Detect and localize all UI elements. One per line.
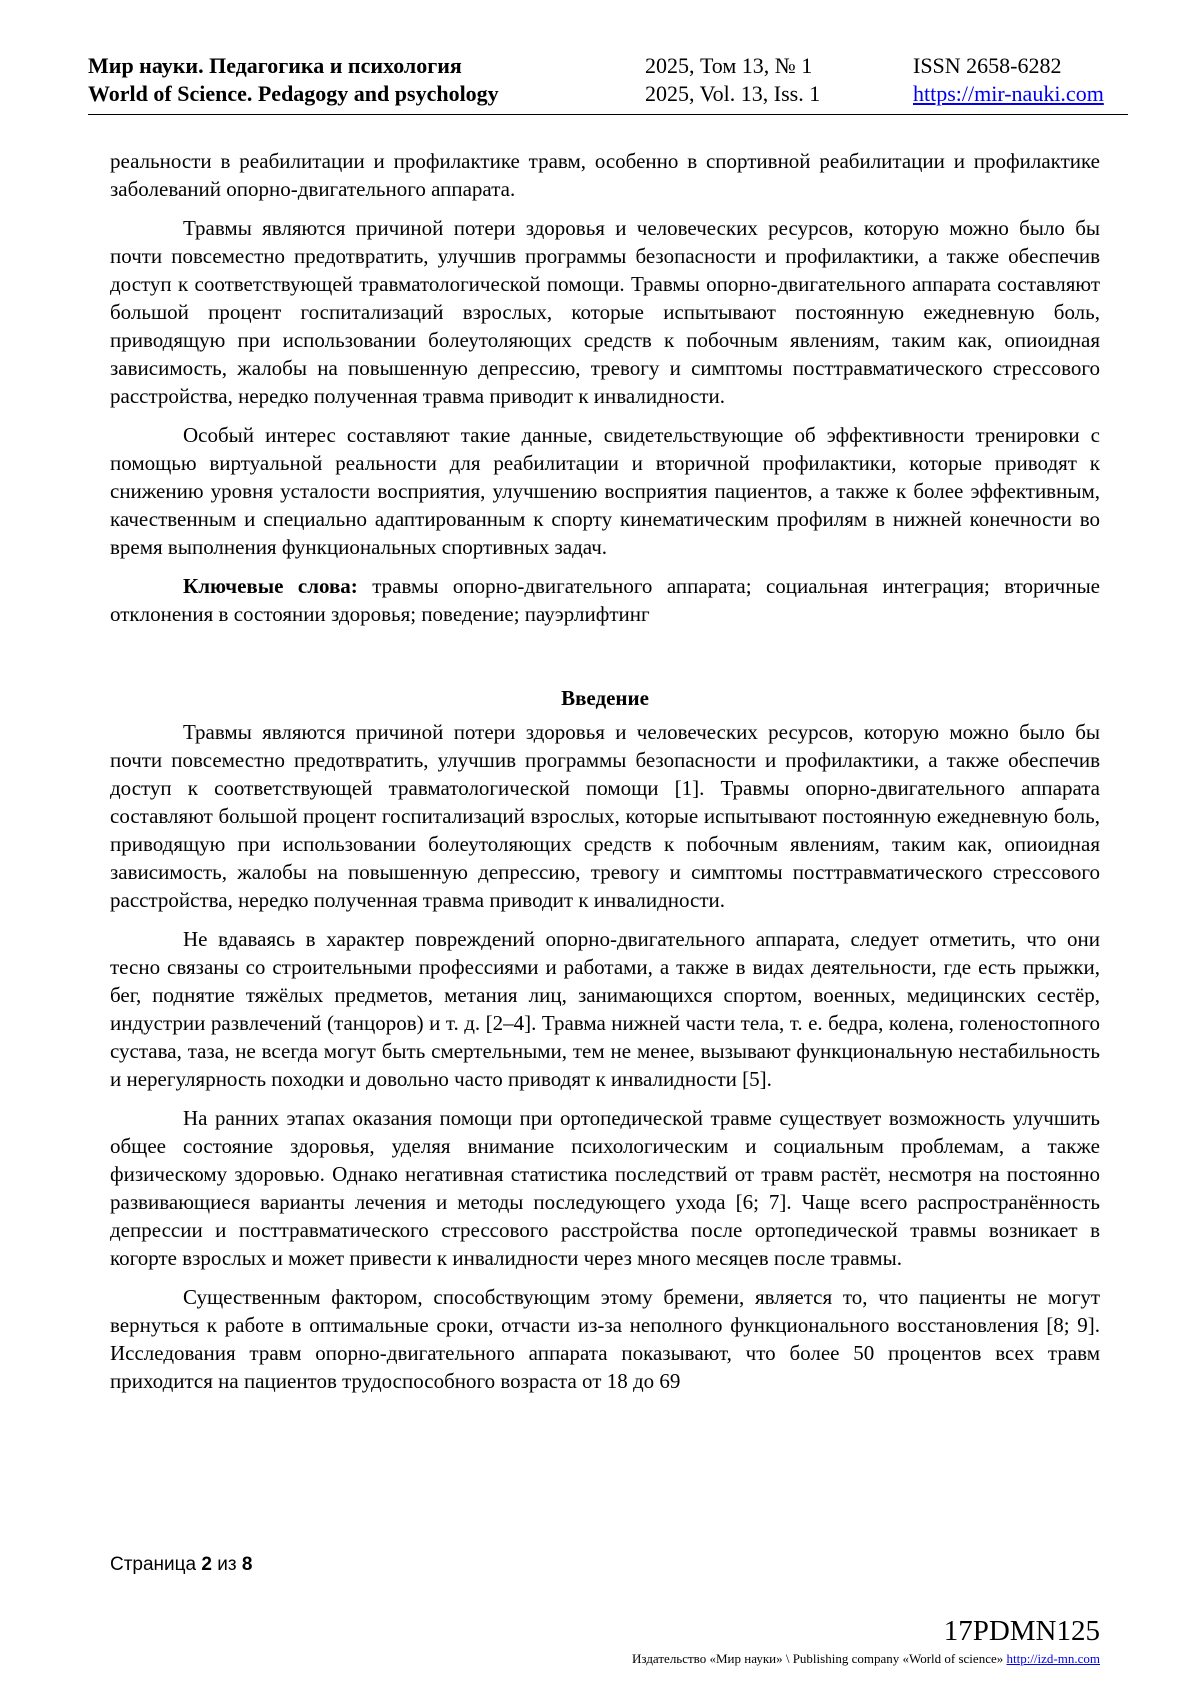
issn: ISSN 2658-6282	[913, 53, 1062, 78]
journal-title-block	[88, 52, 499, 108]
issue-en: 2025, Vol. 13, Iss. 1	[645, 81, 821, 106]
page-word: Страница	[110, 1554, 197, 1575]
issue-ru: 2025, Том 13, № 1	[645, 53, 813, 78]
issue-block	[645, 52, 820, 108]
abstract-paragraph-3: Особый интерес составляют такие данные, свидетельствующие об эффективности тренировки с помощью виртуальной реальности для реабилитации и вторичной профилактики, которые приводят к снижению уровня усталости восприятия, улучшению восприятия пациентов, а также к более эффективным, качественным и специально адаптированным к спорту кинематическим профилям в нижней конечности во время выполнения функциональных спортивных задач.	[110, 423, 1100, 559]
publisher-text: Издательство «Мир науки» \ Publishing company «World of science»	[632, 1651, 1004, 1666]
page-current: 2	[201, 1554, 212, 1575]
page-header	[88, 50, 1128, 115]
intro-paragraph-3: На ранних этапах оказания помощи при ортопедической травме существует возможность улучшить общее состояние здоровья, уделяя внимание психологическим и социальным проблемам, а также физическому здоровью. Однако негативная статистика последствий от травм растёт, несмотря на постоянно развивающиеся варианты лечения и методы последующего ухода [6; 7]. Чаще всего распространённость депрессии и посттравматического стрессового расстройства после ортопедической травмы возникает в когорте взрослых и может привести к инвалидности через много месяцев после травмы.	[110, 1106, 1100, 1270]
page-total: 8	[241, 1554, 253, 1575]
article-code: 17PDMN125	[943, 1615, 1100, 1647]
keywords-paragraph	[110, 572, 1100, 628]
journal-title-en: World of Science. Pedagogy and psychology	[88, 81, 499, 106]
keywords-text: травмы опорно-двигательного аппарата; социальная интеграция; вторичные отклонения в состоянии здоровья; поведение; пауэрлифтинг	[110, 574, 1100, 626]
page-number	[110, 1553, 252, 1577]
journal-url-link[interactable]: https://mir-nauki.com	[913, 81, 1104, 106]
abstract-paragraph-2: Травмы являются причиной потери здоровья и человеческих ресурсов, которую можно было бы почти повсеместно предотвратить, улучшив программы безопасности и профилактики, а также обеспечив доступ к соответствующей травматологической помощи. Травмы опорно-двигательного аппарата составляют большой процент госпитализаций взрослых, которые испытывают постоянную ежедневную боль, приводящую при использовании болеутоляющих средств к побочным явлениям, таким как, опиоидная зависимость, жалобы на повышенную депрессию, тревогу и симптомы посттравматического стрессового расстройства, нередко полученная травма приводит к инвалидности.	[110, 216, 1100, 408]
article-body	[110, 147, 1100, 1406]
intro-heading: Введение	[561, 686, 649, 710]
abstract-paragraph-1: реальности в реабилитации и профилактике травм, особенно в спортивной реабилитации и профилактике заболеваний опорно-двигательного аппарата.	[110, 149, 1100, 201]
intro-paragraph-2: Не вдаваясь в характер повреждений опорно-двигательного аппарата, следует отметить, что они тесно связаны со строительными профессиями и работами, а также в видах деятельности, где есть прыжки, бег, поднятие тяжёлых предметов, метания лиц, занимающихся спортом, военных, медицинских сестёр, индустрии развлечений (танцоров) и т. д. [2–4]. Травма нижней части тела, т. е. бедра, колена, голеностопного сустава, таза, не всегда могут быть смертельными, тем не менее, вызывают функциональную нестабильность и нерегулярность походки и довольно часто приводят к инвалидности [5].	[110, 927, 1100, 1091]
issn-block	[913, 52, 1104, 108]
publisher-url-link[interactable]: http://izd-mn.com	[1006, 1651, 1100, 1666]
intro-paragraph-1: Травмы являются причиной потери здоровья и человеческих ресурсов, которую можно было бы почти повсеместно предотвратить, улучшив программы безопасности и профилактики, а также обеспечив доступ к соответствующей травматологической помощи [1]. Травмы опорно-двигательного аппарата составляют большой процент госпитализаций взрослых, которые испытывают постоянную ежедневную боль, приводящую при использовании болеутоляющих средств к побочным явлениям, таким как, опиоидная зависимость, жалобы на повышенную депрессию, тревогу и симптомы посттравматического стрессового расстройства, нередко полученная травма приводит к инвалидности.	[110, 720, 1100, 912]
journal-title-ru: Мир науки. Педагогика и психология	[88, 53, 462, 78]
intro-paragraph-4: Существенным фактором, способствующим этому бремени, является то, что пациенты не могут вернуться к работе в оптимальные сроки, отчасти из-за неполного функционального восстановления [8; 9]. Исследования травм опорно-двигательного аппарата показывают, что более 50 процентов всех травм приходится на пациентов трудоспособного возраста от 18 до 69	[110, 1285, 1100, 1393]
keywords-label: Ключевые слова:	[183, 574, 358, 598]
page-of: из	[217, 1554, 237, 1575]
publisher-line	[632, 1651, 1100, 1667]
